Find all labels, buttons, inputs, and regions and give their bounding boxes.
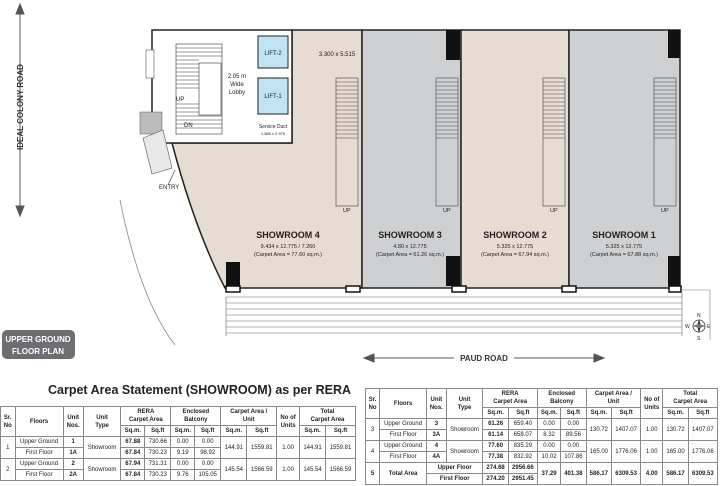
sub-sqm: Sq.m. (299, 426, 325, 437)
table-cell: 1559.81 (326, 437, 356, 459)
table-row (1, 437, 356, 448)
col-unit-nos: Unit Nos. (427, 389, 447, 419)
table-cell: 3 (427, 419, 447, 430)
table-cell: 145.54 (221, 459, 247, 481)
table-cell: 105.05 (195, 470, 221, 481)
table-cell: 401.38 (561, 463, 586, 485)
carpet-area-table-left (0, 406, 356, 481)
table-cell: Showroom (446, 441, 483, 463)
sub-sqft: Sq.ft (612, 408, 641, 419)
sub-sqft: Sq.ft (145, 426, 171, 437)
sub-sqm: Sq.m. (663, 408, 688, 419)
col-rera: RERA Carpet Area (483, 389, 538, 408)
table-cell: 1407.07 (688, 419, 717, 441)
showroom-3-name: SHOWROOM 3 (378, 230, 442, 240)
table-cell: 144.91 (221, 437, 247, 459)
table-cell: 130.72 (586, 419, 611, 441)
entry-label: ENTRY (159, 185, 180, 191)
table-cell: 9.76 (171, 470, 195, 481)
table-cell: Upper Ground (380, 441, 427, 452)
compass-s: S (697, 336, 701, 342)
showroom-1-name: SHOWROOM 1 (592, 230, 656, 240)
sub-sqft: Sq.ft (688, 408, 717, 419)
table-cell: 4 (366, 441, 380, 463)
table-cell: 586.17 (663, 463, 688, 485)
table-cell: 61.26 (483, 419, 508, 430)
service-duct-size: 1.585 x 0.975 (260, 131, 286, 136)
col-unit-type: Unit Type (83, 407, 121, 437)
table-cell: Upper Floor (427, 463, 483, 474)
table-cell: Showroom (83, 437, 121, 459)
lobby-label-1: 2.05 m (227, 74, 247, 80)
table-cell: 1.00 (277, 437, 300, 459)
showroom-4-area-label: (Carpet Area = 77.60 sq.m.) (253, 252, 323, 258)
table-cell: 730.23 (145, 470, 171, 481)
sub-sqm: Sq.m. (586, 408, 611, 419)
table-cell: 165.00 (586, 441, 611, 463)
stair-up-label: UP (176, 97, 185, 103)
showroom-2-name: SHOWROOM 2 (483, 230, 547, 240)
showroom-3-dims: 4.80 x 12.775 (393, 244, 427, 250)
main-staircase (176, 44, 222, 134)
sub-sqft: Sq.ft (326, 426, 356, 437)
paud-road-label: PAUD ROAD (460, 354, 508, 363)
table-cell: 0.00 (195, 437, 221, 448)
plot-boundary-curve (120, 200, 175, 345)
ideal-colony-road-label: IDEAL COLONY ROAD (16, 64, 25, 150)
table-cell: 0.00 (171, 459, 195, 470)
col-unit-nos: Unit Nos. (63, 407, 83, 437)
table-cell: 1 (63, 437, 83, 448)
col-balcony: Enclosed Balcony (537, 389, 586, 408)
sub-sqm: Sq.m. (483, 408, 508, 419)
table-row (1, 459, 356, 470)
showroom-2-stair-up: UP (550, 208, 558, 214)
col-total: Total Carpet Area (663, 389, 718, 408)
sub-sqm: Sq.m. (537, 408, 560, 419)
col-no-units: No of Units (641, 389, 663, 419)
table-cell: 77.38 (483, 452, 508, 463)
sub-sqm: Sq.m. (171, 426, 195, 437)
table-cell: 1566.59 (247, 459, 277, 481)
col-unit-type: Unit Type (446, 389, 483, 419)
table-row (366, 441, 718, 452)
compass-icon (692, 319, 706, 333)
compass-e: E (707, 324, 711, 330)
sub-sqm: Sq.m. (221, 426, 247, 437)
showroom-3-stair-up: UP (443, 208, 451, 214)
sub-sqft: Sq.ft (195, 426, 221, 437)
table-cell: Upper Ground (15, 459, 63, 470)
table-cell: 1A (63, 448, 83, 459)
table-cell: 6309.53 (688, 463, 717, 485)
table-cell: 10.02 (537, 452, 560, 463)
table-cell: 0.00 (171, 437, 195, 448)
table-cell: First Floor (15, 470, 63, 481)
table-cell: 4 (427, 441, 447, 452)
table-cell: 67.88 (121, 437, 145, 448)
carpet-area-table-right (365, 388, 718, 485)
table-cell: 67.84 (121, 448, 145, 459)
dimension-top-label: 3.300 x 5.515 (318, 52, 356, 58)
table-cell: 1 (1, 437, 16, 459)
table-cell: 3 (366, 419, 380, 441)
table-cell: 144.91 (299, 437, 325, 459)
table-cell: 1559.81 (247, 437, 277, 459)
col-floors: Floors (15, 407, 63, 437)
showroom-2-dims: 5.325 x 12.775 (496, 244, 534, 250)
table-cell: 0.00 (561, 441, 586, 452)
table-cell: 130.72 (663, 419, 688, 441)
table-cell: 731.31 (145, 459, 171, 470)
table-cell: 0.00 (195, 459, 221, 470)
table-cell: First Floor (380, 430, 427, 441)
table-cell: 3A (427, 430, 447, 441)
col-per-unit: Carpet Area / Unit (221, 407, 277, 426)
table-cell: 1.00 (641, 441, 663, 463)
table-cell: 730.23 (145, 448, 171, 459)
landing-hatch (140, 112, 162, 134)
col-total: Total Carpet Area (299, 407, 355, 426)
table-cell: 1776.06 (612, 441, 641, 463)
showroom-3-area-label: (Carpet Area = 61.26 sq.m.) (375, 252, 445, 258)
table-cell: 1776.06 (688, 441, 717, 463)
table-cell: Showroom (446, 419, 483, 441)
sub-sqft: Sq.ft (508, 408, 537, 419)
table-cell: 37.29 (537, 463, 560, 485)
table-cell: 89.56 (561, 430, 586, 441)
col-per-unit: Carpet Area / Unit (586, 389, 641, 408)
showroom-4-name: SHOWROOM 4 (256, 230, 320, 240)
table-cell: 2951.45 (508, 474, 537, 485)
table-cell: 67.94 (121, 459, 145, 470)
table-cell: 9.19 (171, 448, 195, 459)
table-cell: 61.14 (483, 430, 508, 441)
showroom-1-area-label: (Carpet Area = 67.88 sq.m.) (589, 252, 659, 258)
table-cell: 0.00 (537, 441, 560, 452)
table-cell: 2 (1, 459, 16, 481)
table-cell: 4.00 (641, 463, 663, 485)
table-cell: 658.07 (508, 430, 537, 441)
table-cell: 274.68 (483, 463, 508, 474)
plan-label-line-1: UPPER GROUND (5, 335, 71, 344)
sub-sqft: Sq.ft (247, 426, 277, 437)
col-balcony: Enclosed Balcony (171, 407, 221, 426)
sub-sqft: Sq.ft (561, 408, 586, 419)
compass-w: W (685, 324, 690, 330)
lobby-label-2: Wide (230, 82, 244, 88)
table-cell: 1.00 (641, 419, 663, 441)
table-cell: First Floor (15, 448, 63, 459)
showroom-1-stair-up: UP (661, 208, 669, 214)
lift-2-label: LIFT-2 (264, 51, 282, 57)
table-cell: 4A (427, 452, 447, 463)
col-rera: RERA Carpet Area (121, 407, 171, 426)
site-boundary-right (682, 290, 710, 340)
table-cell: 1566.59 (326, 459, 356, 481)
col-floors: Floors (380, 389, 427, 419)
table-cell: 5 (366, 463, 380, 485)
front-steps (226, 292, 682, 336)
table-cell: 1407.07 (612, 419, 641, 441)
lobby-label-3: Lobby (228, 90, 246, 96)
table-cell: 6309.53 (612, 463, 641, 485)
table-cell: Total Area (380, 463, 427, 485)
table-cell: 98.92 (195, 448, 221, 459)
table-cell: 165.00 (663, 441, 688, 463)
table-cell: 67.84 (121, 470, 145, 481)
table-cell: 2A (63, 470, 83, 481)
table-cell: 586.17 (586, 463, 611, 485)
table-cell: Upper Ground (380, 419, 427, 430)
table-cell: 0.00 (537, 419, 560, 430)
table-cell: 0.00 (561, 419, 586, 430)
total-row (366, 463, 718, 474)
lift-1-label: LIFT-1 (264, 94, 282, 100)
table-cell: 835.29 (508, 441, 537, 452)
showroom-1-dims: 5.325 x 12.775 (605, 244, 643, 250)
table-cell: 77.60 (483, 441, 508, 452)
col-no-units: No of Units (277, 407, 300, 437)
table-cell: 832.92 (508, 452, 537, 463)
plan-label-line-2: FLOOR PLAN (12, 347, 64, 356)
side-window (146, 50, 154, 78)
table-cell: Showroom (83, 459, 121, 481)
compass-n: N (697, 313, 701, 319)
col-sr: Sr. No (366, 389, 380, 419)
stair-dn-label: DN (184, 123, 193, 129)
table-cell: 730.66 (145, 437, 171, 448)
showroom-4-stair-up: UP (343, 208, 351, 214)
table-title: Carpet Area Statement (SHOWROOM) as per RERA (48, 383, 352, 397)
service-duct-label: Service Duct (258, 124, 288, 130)
table-cell: 659.40 (508, 419, 537, 430)
sub-sqm: Sq.m. (121, 426, 145, 437)
table-cell: 1.00 (277, 459, 300, 481)
table-cell: Upper Ground (15, 437, 63, 448)
col-sr: Sr. No (1, 407, 16, 437)
table-cell: 8.32 (537, 430, 560, 441)
table-cell: 2 (63, 459, 83, 470)
table-cell: First Floor (427, 474, 483, 485)
table-cell: 107.86 (561, 452, 586, 463)
table-cell: First Floor (380, 452, 427, 463)
table-cell: 274.20 (483, 474, 508, 485)
showroom-2-area-label: (Carpet Area = 67.94 sq.m.) (480, 252, 550, 258)
table-cell: 145.54 (299, 459, 325, 481)
table-row (366, 419, 718, 430)
showroom-4-dims: 9.434 x 12.775 / 7.260 (260, 244, 316, 250)
table-cell: 2956.66 (508, 463, 537, 474)
